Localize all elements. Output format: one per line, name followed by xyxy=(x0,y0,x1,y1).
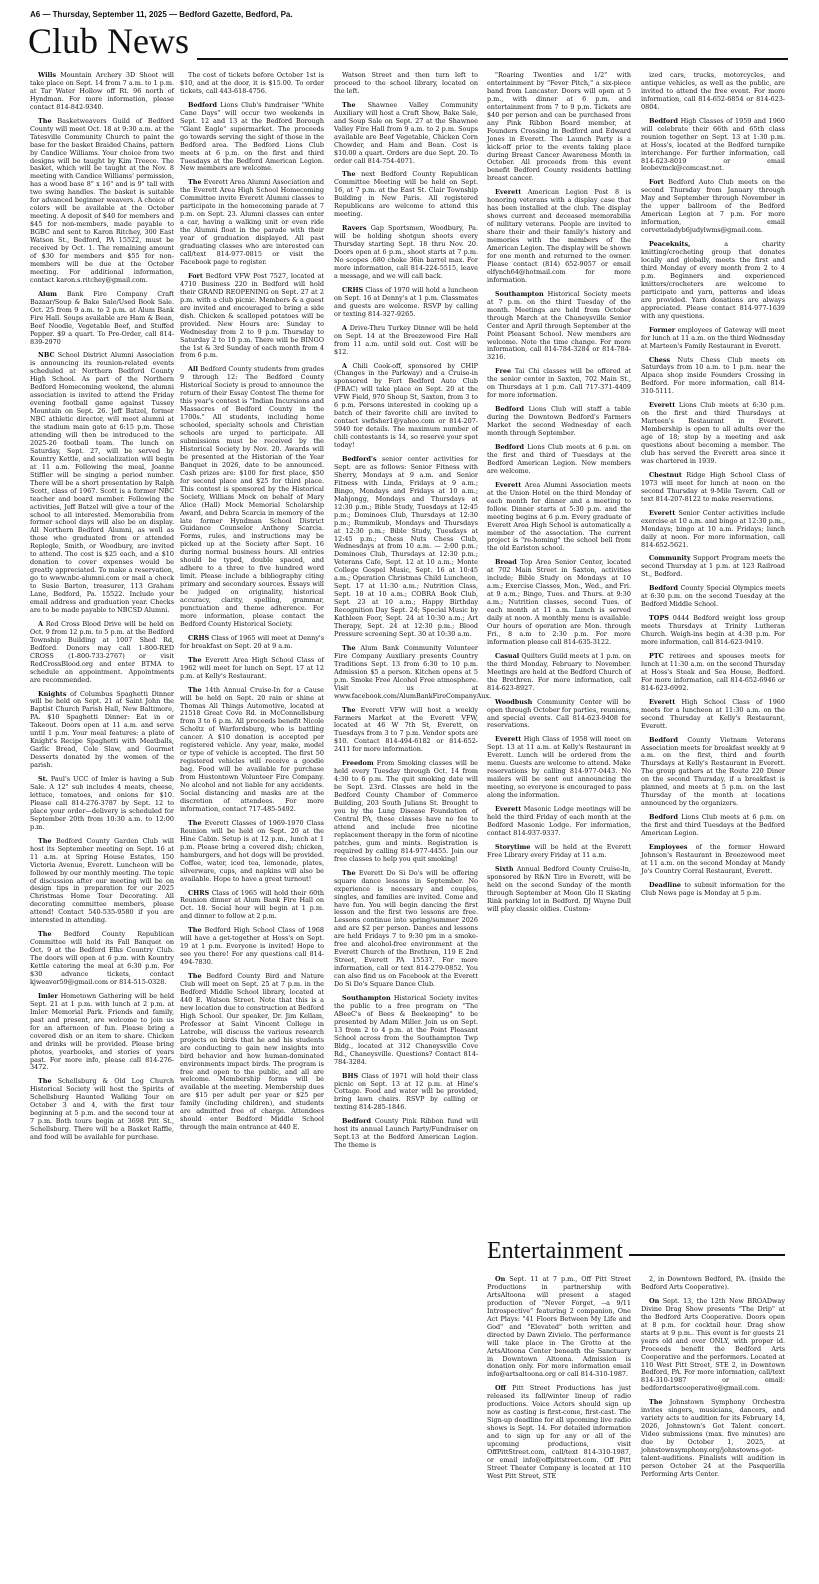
item-body: Area Alumni Association meets at the Union Hotel on the third Monday of each month for dinner and a meeting to follow. Dinner starts at 5:30 p.m. and the meeting begins at 6 p.m. Every graduate of Everett Area High School is automatically a member of the association. The current project is "re-homing" the school bell from the old Earlston school. xyxy=(487,480,631,553)
news-item xyxy=(334,870,478,989)
item-body: Bank Fire Company Craft Bazaar/Soup & Bake Sale/Used Book Sale. Oct. 25 from 9 a.m. to 2 p.m. at Alum Bank Fire Hall. Soups available are Ham & Bean, Beef Noodle, Vegetable Beef, and Stuffed Pepper. $9 a quart. To Pre-Order, call 814-839-2970 xyxy=(30,289,174,346)
news-item xyxy=(487,1276,631,1379)
item-body: Tai Chi classes will be offered at the senior center in Saxton, 702 Main St., on Thursdays at 1 p.m. Call 717-371-4409 for more information. xyxy=(487,367,631,400)
item-lead: CRHS xyxy=(342,285,364,294)
item-body: employees of Gateway will meet for lunch at 11 a.m. on the third Wednesday at Marteen's Family Restaurant in Everett. xyxy=(641,325,785,350)
item-body: of Columbus Spaghetti Dinner will be held on Sept. 21 at Saint John the Baptist Church Parish Hall, New Baltimore, PA. $10 Spaghetti Dinner: Eat in or Takeout. Doors open at 11 a.m. and serve until 1 p.m. Your meal features: a plate of Knight's Recipe Spaghetti with Meatballs, Garlic Bread, Cole Slaw, and Gourmet Desserts donated by the women of the parish. xyxy=(30,689,174,770)
item-body: Sept. 11 at 7 p.m., Off Pitt Street Productions in partnership with ArtsAltoona will present a staged production of "Never Forget, --a 9/11 Introspective" featuring 2 companion, One Act Plays: "41 Floors Between My Life and God" and "Elevated" both written and directed by Dawn Zivielo. The performance will take place in The Grotto at the ArtsAltoona Center beneath the Sanctuary in Downtown Altoona. Admission is donation only. For more information email info@artsaltoona.org or call 814-310-1987. xyxy=(487,1275,631,1379)
item-lead: The xyxy=(188,685,202,694)
item-body: The cost of tickets before October 1st is $10, and at the door, it is $15.00. To order tickets, call 443-618-4756. xyxy=(180,71,324,95)
item-body: Sept. 13, the 12th New BROADway Divine Drag Show presents "The Drip" at the Bedford Arts Cooperative. Doors open at 8 p.m. for cocktail hour. Drag show starts at 9 p.m.. This event is for guests 21 years old and over ONLY, with proper id. Proceeds benefit the Bedford Arts Cooperative and the performers. Located at 110 West Pitt Street, STE 2, in Downtown Bedford, PA. For more information, call/text 814-310-1987 or email: bedfordartscooperative@gmail.com. xyxy=(641,1296,785,1393)
column-4 xyxy=(487,72,631,1112)
news-item xyxy=(180,273,324,360)
item-body: High Class of 1958 will meet on Sept. 13 at 11 a.m. at Kelly's Restaurant in Everett. Lunch will be ordered from the menu. Guests are welcome to attend. Make reservations by calling 814-977-0443. No mailers will be sent out announcing the meeting, so everyone is encouraged to pass along the information. xyxy=(487,735,631,800)
news-item xyxy=(334,72,478,96)
item-body: Senior Center activities include exercise at 10 a.m. and bingo at 12:30 p.m., Mondays; bingo at 10 a.m. Fridays; lunch daily at noon. For more information, call 814-652-5621. xyxy=(641,508,785,549)
item-body: School District Alumni Association is announcing its reunion-related events scheduled at Northern Bedford County High School. As part of the Northern Bedford Homecoming weekend, the alumni association is invited to attend the Friday evening football game against Tussey Mountain on Sept. 26. Jeff Batzel, former NBC athletic director, will meet alumni at the stadium main gate at 6:15 p.m. Those attending will then be introduced to the 2025-26 football team. The lunch on Saturday, Sept. 27, will be served by Kountry Kettle, and socialization will begin at 11 a.m. Following the meal, Joanne Stiffler will be singing a period number. There will be a short presentation by Ralph Scott, class of 1967. Scott is a former NBC teacher and board member. Following the activities, Jeff Batzel will give a tour of the school to all interested. Memorabilia from former school days will also be on display. All Northern Bedford Alumni, as well as those who graduated from or attended Replogle, Smith, or Woodbury, are invited to attend. The cost is $25 each, and a $10 donation to cover expenses would be greatly appreciated. To make a reservation, go to www.nbc-alumni.com or mail a check to Susie Barton, treasurer, 113 Graham Lane, Bedford, Pa. 15522. Include your email address and graduation year. Checks are to be made payable to NBCSD Alumni. xyxy=(30,351,174,614)
entertainment-column-2 xyxy=(641,1276,785,1568)
item-lead: Bedford xyxy=(649,116,678,125)
item-body: will be held at the Everett Free Library every Friday at 11 a.m. xyxy=(487,842,631,859)
news-item xyxy=(641,357,785,397)
news-item xyxy=(487,406,631,438)
news-item xyxy=(334,643,492,701)
item-lead: Everett xyxy=(649,508,676,517)
news-item xyxy=(487,189,631,284)
item-lead: Bedford xyxy=(342,1117,371,1126)
news-item xyxy=(334,363,478,450)
news-item xyxy=(180,72,324,96)
news-item xyxy=(641,814,785,838)
item-lead: The xyxy=(649,1398,663,1407)
item-body: Alum Bank Community Volunteer Fire Company Auxiliary presents Country Traditions Sept. 13 from 6:30 to 10 p.m. Admission $5 a person. Kitchen opens at 5 p.m. Smoke Free Alcohol Free atmosphere. Visit us at www.facebook.com/AlumBankFireCompanyAux. xyxy=(334,643,492,700)
news-item xyxy=(641,737,785,809)
item-body: Historical Society meets at 7 p.m. on the third Tuesday of the month. Meetings are held from October through March at the Chaneysville Senior Center and April through September at the Point Pleasant School. New members are welcome. Note the time change. For more information, call 814-784-3284 or 814-784-3216. xyxy=(487,289,631,362)
item-lead: On xyxy=(495,1275,506,1283)
news-item xyxy=(180,102,324,174)
item-lead: Everett xyxy=(495,805,522,814)
item-lead: Deadline xyxy=(649,880,682,889)
news-item xyxy=(180,973,324,1132)
item-body: Everett VFW will host a weekly Farmers Market at the Everett VFW, located at 46 W 7th St, Everett, on Tuesdays from 3 to 7 p.m. Vendor spots are $10. Contact 814-494-6182 or 814-652-2411 for more information. xyxy=(334,705,478,754)
column-3 xyxy=(334,71,492,1557)
item-body: Bedford County Bird and Nature Club will meet on Sept. 25 at 7 p.m. in the Bedford Middle School library, located at 440 E. Watson Street. Note that this is a new location due to construction at Bedford High School. Our speaker, Dr. Jim Kellam, Professor at Saint Vincent College in Latrobe, will discuss the various research projects on birds that he and his students are conducting to gain new insights into bird behavior and how human-dominated environments impact birds. The program is free and open to the public, and all are welcome. Membership forms will be available at the meeting. Membership dues are $15 per adult per year or $25 per family (including children), and students are admitted free of charge. Attendees should enter Bedford Middle School through the main entrance at 440 E. xyxy=(180,972,324,1132)
item-body: retirees and spouses meets for lunch at 11:30 a.m. on the second Thursday at Hoss's Steak and Sea House, Bedford. For more information, call 814-652-6946 or 814-623-6992. xyxy=(641,652,785,692)
news-item xyxy=(641,327,785,351)
item-lead: Southampton xyxy=(342,993,391,1002)
item-lead: Free xyxy=(495,367,512,376)
item-lead: The xyxy=(342,643,356,652)
item-lead: A xyxy=(342,361,347,370)
item-lead: Chess xyxy=(649,355,671,364)
item-lead: The xyxy=(342,170,356,179)
item-body: Paul's UCC of Imler is having a Sub Sale. A 12" sub includes 4 meats, cheese, lettuce, tomatoes, and onions for $10. Please call 814-276-3787 by Sept. 12 to place your order—delivery is scheduled for September 20th from 10:30 a.m. to 12:00 p.m. xyxy=(30,775,174,831)
news-item xyxy=(334,287,478,319)
item-body: County Special Olympics meets at 6:30 p.m. on the second Tuesday at the Bedford Middle School. xyxy=(641,584,785,609)
item-body: Chili Cook-off, sponsored by CHIP (Changes in the Parkway) and a Cruise-in sponsored by Fort Bedford Auto Club (FBAC) will take place on Sept. 20 at the VFW Field, 970 Shoup St, Saxton, from 3 to 6 p.m. Persons interested in cooking up a batch of their favorite chili are invited to contact swfisher1@yahoo.com or 814-207-5940 for details. The maximum number of chili contestants is 14, so reserve your spot today! xyxy=(334,361,478,450)
news-item xyxy=(180,890,324,922)
item-lead: PTC xyxy=(649,652,664,660)
item-lead: Fort xyxy=(649,178,664,187)
item-lead: The xyxy=(342,100,356,109)
club-news-header xyxy=(28,20,788,66)
news-item xyxy=(487,444,631,476)
news-item xyxy=(487,72,631,183)
item-lead: The xyxy=(188,818,202,827)
news-item xyxy=(641,882,785,898)
item-body: 2, in Downtown Bedford, PA. (Inside the Bedford Arts Cooperative). xyxy=(641,1275,785,1291)
news-item xyxy=(334,325,478,357)
news-item xyxy=(334,102,478,166)
item-lead: Ravers xyxy=(342,224,367,233)
item-body: Class of 1970 will hold a luncheon on Sept. 16 at Denny's at 1 p.m. Classmates and guests are welcome. RSVP by calling or texting 814-327-9265. xyxy=(334,285,478,318)
item-body: 0444 Bedford weight loss group meets Thursdays at Trinity Lutheran Church. Weigh-ins begin at 4:30 p.m. For more information, call 814-623-9419. xyxy=(641,614,785,647)
entertainment-column-1 xyxy=(487,1276,631,1568)
news-item xyxy=(30,691,174,771)
item-body: Class of 1971 will hold their class picnic on Sept. 13 at 12 p.m. at Hine's Cottage. Food and water will be provided, bring lawn chairs. RSVP by calling or texting 814-285-1846. xyxy=(334,1071,478,1112)
item-body: Historical Society invites the public to a free program on "The ABeeC's of Bees & Beekeeping" to be presented by Adam Miller. Join us on Sept. 13 from 2 to 4 p.m. at the Point Pleasant School across from the Southampton Twp Bldg., located at 312 Chaneysville Cove Rd., Chaneysville. Questions? Contact 814-784-3284. xyxy=(334,993,478,1066)
news-item xyxy=(641,1276,785,1292)
news-item xyxy=(641,1399,785,1479)
item-body: ized cars, trucks, motorcycles, and antique vehicles, as well as the public, are invited to attend the free event. For more information, call 814-652-6854 or 814-623-0804. xyxy=(641,71,785,111)
item-lead: BHS xyxy=(342,1071,359,1080)
item-body: Masonic Lodge meetings will be held the third Friday of each month at the Bedford Masonic Lodge. For information, contact 814-937-9337. xyxy=(487,805,631,837)
news-item xyxy=(487,806,631,838)
item-body: Community Center will be open through October for parties, reunions, and special events. Call 814-623-9408 for reservations. xyxy=(487,697,631,730)
item-lead: The xyxy=(188,972,202,981)
news-item xyxy=(180,179,324,266)
item-body: Pitt Street Productions has just released its fall/winter lineup of radio productions. Voice Actors should sign up now as casting is first-come, first-cast. The Sign-up deadline for all upcoming live radio shows is Sept. 14. For detailed information and to sign up for any or all of the upcoming productions, visit OffPittStreet.com, call/text 814-310-1987, or email info@offpittstreet.com. Off Pitt Street Theater Company is located at 110 West Pitt Street, STE xyxy=(487,1384,631,1480)
news-item xyxy=(30,352,174,614)
item-body: Basketweavers Guild of Bedford County will meet Oct. 18 at 9:30 a.m. at the Tatesville Community Church to paint the base for the basket Braided Chains, pattern by Candice Williams. Your choice from two designs will be taught by Kim Treece. The basket, which will be taught at the Nov. 8 meeting with Candice Williams' permission, has a wood base 8" x 16" and is 9" tall with two swing handles. The basket is suitable for advanced beginner weavers. A choice of colors will be available at the October meeting. A deposit of $40 for members and $45 for non-members, made payable to BGBC and sent to Karon Ritchey, 300 East Watson St., Bedford, PA 15522, must be received by Oct. 1. The remaining amount of $30 for members and $55 for non-members will be due at the October meeting. For additional information, contact karon.s.ritchey@gmail.com. xyxy=(30,116,174,284)
item-body: senior center activities for Sept. are as follows: Senior Fitness with Sherry, Mondays at 9 a.m. and Senior Fitness with Linda, Fridays at 9 a.m.; Bingo, Mondays and Fridays at 10 a.m.; Mahjongg, Mondays and Thursdays at 12:30 p.m.; Bible Study, Tuesdays at 12:45 p.m.; Dominoes Club, Thursdays at 12:30 p.m.; Rummikub, Mondays and Thursdays at 12:30 p.m.; Bible Study, Tuesdays at 12:45 p.m.; Chess Nuts Chess Club, Wednesdays at from 10 a.m. — 2:00 p.m.; Dominoes Club, Thursdays at 12:30 p.m.; Veterans Cafe, Sept. 12 at 10 a.m.; Monte College Gospel Music, Sept. 16 at 10:45 a.m.; Operation Christmas Child Luncheon, Sept. 17 at 11:30 a.m.; Nutrition Class, Sept. 18 at 10 a.m.; COBRA Book Club, Sept. 23 at 10 a.m.; Happy Birthday Recognition Day Sept. 24; Special Music by Kathleen Foor, Sept. 24 at 10:30 a.m.; Art Therapy, Sept. 24 at 12:30 p.m.; Blood Pressure screening Sept. 30 at 10:30 a.m. xyxy=(334,454,478,638)
news-item xyxy=(180,657,324,681)
item-body: Quilters Guild meets at 1 p.m. on the third Monday, February to November. Meetings are held at the Bedford Church of the Brethren. For more information, call 814-623-8927. xyxy=(487,651,631,692)
item-lead: Peaceknits, xyxy=(649,240,691,249)
item-body: County Vietnam Veterans Association meets for breakfast weekly at 9 a.m. on the first, third and fourth Thursdays at Kelly's Restaurant in Everett. The group gathers at the Route 220 Diner on the second Thursday, if a breakfast is planned, and meets at 5 p.m. on the last Thursday of the month at locations announced by the organizers. xyxy=(641,735,785,808)
item-body: High School Class of 1960 meets for a luncheon at 11:30 a.m. on the second Thursday at Kelly's Restaurant, Everett. xyxy=(641,697,785,730)
item-body: Johnstown Symphony Orchestra invites singers, musicians, dancers, and variety acts to audition for its February 14, 2026, Johnstown's Got Talent concert. Video submissions (max. five minutes) are due by October 1, 2025, at johnstownsymphony.org/johnstowns-got-talent-auditions. Finalists will audition in person October 24 at the Pasquerilla Performing Arts Center. xyxy=(641,1398,785,1478)
item-lead: A xyxy=(342,323,347,332)
item-body: to submit information for the Club News page is Monday at 5 p.m. xyxy=(641,880,785,897)
item-lead: Woodbush xyxy=(495,697,533,706)
item-body: County Pink Ribbon fund will host its annual Launch Party/Fundraiser on Sept.13 at the Bedford American Legion. The theme is xyxy=(334,1117,478,1150)
news-item xyxy=(487,482,631,554)
news-item xyxy=(30,993,174,1073)
news-item xyxy=(641,585,785,609)
news-item xyxy=(334,225,478,281)
item-body: Bedford County Garden Club will host its September meeting on Sept. 16 at 11 a.m. at Spring House Estates, 150 Victoria Avenue, Everett. Luncheon will be followed by our monthly meeting. The topic of discussion after our meeting will be on design tips in preparation for our 2025 Christmas Home Tour Decorating. All decorating committee members, please attend! Contact 540-535-9580 if you are interested in attending. xyxy=(30,836,174,925)
news-item xyxy=(641,555,785,579)
item-lead: The xyxy=(188,926,202,935)
news-item xyxy=(334,707,478,755)
item-body: Lions Club meets at 6 p.m. on the first and third Tuesdays at the Bedford American Legion. xyxy=(641,813,785,838)
news-item xyxy=(487,559,631,646)
item-body: Class of 1965 will hold their 60th Reunion dinner at Alum Bank Fire Hall on Oct. 18. Social hour will begin at 1 p.m. and dinner to follow at 2 p.m. xyxy=(180,888,324,921)
news-item xyxy=(30,118,174,285)
news-item xyxy=(180,366,324,628)
item-body: Hometown Gathering will be held Sept. 21 at 1 p.m. with lunch at 2 p.m. at Imler Memorial Park. Friends and family, past and present, are welcome to join us for an afternoon of fun. Please bring a covered dish or an item to share. Chicken and drinks will be provided. Please bring photos, yearbooks, and stories of years past. For more info, please call 814-276-3472. xyxy=(30,991,174,1072)
item-body: Nuts Chess Club meets on Saturdays from 10 a.m. to 1 p.m. near the Alpaca shop inside Founders Crossing in Bedford. For more information, call 814-310-5111. xyxy=(641,355,785,396)
item-lead: Southampton xyxy=(495,289,544,298)
item-lead: Bedford xyxy=(495,442,524,451)
news-item xyxy=(487,291,631,363)
item-body: Shawnee Valley Community Auxiliary will host a Craft Show, Bake Sale, and Soup Sale on Sept. 27 at the Shawnee Valley Fire Hall from 9 a.m. to 2 p.m. Soups available are Beef Vegetable, Chicken Corn Chowder, and Ham and Bean. Cost is $10.00 a quart. Orders are due Sept. 20. To order call 814-754-4071. xyxy=(334,100,478,165)
item-lead: Casual xyxy=(495,651,520,660)
item-body: Bedford High School Class of 1968 will have a get-together at Hoss's on Sept. 19 at 1 p.m. Everyone is invited! Hope to see you there! For any questions call 814-494-7830. xyxy=(180,926,324,967)
item-lead: The xyxy=(38,836,52,845)
news-item xyxy=(641,72,785,112)
item-body: of the former Howard Johnson's Restaurant in Breezewood meet at 11 a.m. on the second Monday at Mandy Jo's Country Corral Restaurant, Everett. xyxy=(641,843,785,875)
news-item xyxy=(30,291,174,347)
column-1 xyxy=(30,72,174,1557)
news-item xyxy=(334,456,478,639)
item-body: Bedford VFW Post 7527, located at 4710 Business 220 in Bedford will hold their GRAND REOPENING on Sept. 27 at 2 p.m. with a club picnic. Members & a guest are invited and encouraged to bring a side dish. Chicken & scalloped potatoes will be provided. New Hours are: Sunday to Wednesday from 2 to 9 p.m. Thursday to Saturday 2 to 10 p.m. There will be BINGO the 1st & 3rd Sunday of each month from 4 from 6 p.m. xyxy=(180,271,324,360)
news-item xyxy=(487,1385,631,1480)
item-lead: Bedford xyxy=(649,584,678,593)
news-item xyxy=(641,699,785,731)
item-body: Lions Club will staff a table during the Downtown Bedford's Farmers Market the second Wednesday of each month through September. xyxy=(487,405,631,438)
item-body: Annual Bedford County Cruise-In, sponsored by R&N Tire in Everett, will be held on the second Sunday of the month through September at Moon Glo II Skating Rink parking lot in Bedford. DJ Wayne Dull will play classic oldies. Custom- xyxy=(487,864,631,913)
item-lead: The xyxy=(38,116,52,125)
item-lead: All xyxy=(188,365,198,374)
news-item xyxy=(30,1078,174,1142)
item-body: Gap Sportsmen, Woodbury, Pa. will be holding shotgun shoots every Thursday starting Sept. 18 thru Nov. 20. Doors open at 6 p.m., shoot starts at 7 p.m. No scopes .680 choke 36in barrel max. For more information, call 814-224-5515, leave a message, and we will call back. xyxy=(334,224,478,280)
item-lead: Community xyxy=(649,554,691,563)
item-lead: Off xyxy=(495,1384,506,1393)
news-item xyxy=(30,838,174,925)
item-body: Bedford County students from grades 9 through 12: The Bedford County Historical Society is proud to announce the return of their Essay Contest The theme for this year's contest is "Indian Incursions and Massacres of Bedford County in the 1700s." All students, including home schooled, specialty schools and Christian schools are urged to participate. All submissions must be received by the Historical Society by Nov. 20. Awards will be presented at the Historian of the Year Banquet in 2026, date to be announced. Cash prizes are: $100 for first place, $50 for second place and $25 for third place. This contest is sponsored by the Historical Society, William Mock on behalf of Mary Alice (Hall) Mock Memorial Scholarship Award, and Debra Scarcia in memory of the late former Hyndman School District Guidance Counselor Anthony Scarcia. Forms, rules, and instructions may be picked up at the Society after Sept. 16 during normal business hours. All entries should be typed, double spaced, and adhere to a three to five hundred word limit. Please include a bibliography citing primary and secondary sources. Essays will be judged on originality, historical accuracy, clarity, spelling, grammar, punctuation and theme adherence. For more information, please contact the Bedford County Historical Society. xyxy=(180,365,324,628)
item-lead: A xyxy=(38,619,43,628)
news-item xyxy=(641,844,785,876)
item-lead: Former xyxy=(649,325,676,334)
item-lead: Fort xyxy=(188,271,203,280)
item-lead: On xyxy=(649,1296,660,1305)
item-body: Bedford Auto Club meets on the second Thursday from January through May and September through November in the upper ballroom of the Bedford American Legion at 7 p.m. For more information, email corvetteladyb6judylwms@gmail.com. xyxy=(641,178,785,235)
news-item xyxy=(180,927,324,967)
item-body: From Smoking classes will be held every Tuesday through Oct. 14 from 4:30 to 6 p.m. The quit smoking date will be Sept. 23rd. Classes are held in the Bedford County Chamber of Commerce Building, 203 South Julians St. Brought to you by the Lung Disease Foundation of Central PA, these classes have no fee to attend and include free nicotine replacement therapy in the form of nicotine patches, gum and mints. Registration is required by calling 814-977-4455. Join our free classes to help you quit smoking! xyxy=(334,759,478,863)
item-lead: Imler xyxy=(38,991,58,1000)
item-body: a charity knitting/crocheting group that donates locally and globally, meets the first and third Monday of every month from 2 to 4 p.m. Beginners and experienced knitters/crocheters are welcome to participate and yarn, patterns and ideas are provided. Yarn donations are always appreciated. Please contact 814-977-1639 with any questions. xyxy=(641,240,785,320)
item-body: Lions Club meets at 6 p.m. on the first and third of Tuesdays at the Bedford American Legion. New members are welcome. xyxy=(487,442,631,475)
item-lead: NBC xyxy=(38,351,55,360)
item-lead: Everett xyxy=(495,188,522,197)
item-body: next Bedford County Republican Committee Meeting will be held on Sept. 16, at 7 p.m. at the East St. Clair Township Building in New Paris. All registered Republicans are welcome to attend this meeting. xyxy=(334,170,478,219)
item-lead: Everett xyxy=(649,401,676,410)
item-lead: Wills xyxy=(38,71,57,79)
item-body: Lions Club meets at 6:30 p.m. on the first and third Thursdays at Marteen's Restaurant in Everett. Membership is open to all adults over the age of 18; stop by a meeting and ask questions about becoming a member. The club has served the Everett area since it was chartered in 1939. xyxy=(641,401,785,465)
news-item xyxy=(487,699,631,731)
news-item xyxy=(30,776,174,832)
item-lead: Alum xyxy=(38,289,57,298)
item-lead: Bedford xyxy=(649,735,678,744)
item-lead: Everett xyxy=(495,735,522,744)
item-body: Everett Classes of 1969-1970 Class Reunion will be held on Sept. 20 at the Hine Cabin. Setup is at 12 p.m., lunch at 1 p.m. Please bring a covered dish; chicken, hamburgers, and hot dogs will be provided. Coffee, water, iced tea, lemonade, plates, silverware, cups, and napkins will also be available. Hope to have a great turnout! xyxy=(180,818,324,883)
news-item xyxy=(180,687,324,814)
item-body: High Classes of 1959 and 1960 will celebrate their 66th and 65th class reunion together on Sept. 13 at 1:30 p.m. at Hoss's, located at the Bedford turnpike interchange. For further information, call 814-623-8019 or email leobevmck@comcast.net. xyxy=(641,116,785,173)
item-lead: TOPS xyxy=(649,614,669,623)
item-lead: Employees xyxy=(649,843,688,852)
news-item xyxy=(487,844,631,860)
item-body: "Roaring Twenties and 1/2" with entertainment by "Fever Pitch," a six-piece band from Lancaster. Doors will open at 5 p.m., with dinner at 6 p.m. and entertainment from 7 to 9 p.m. Tickets are $40 per person and can be purchased from any Pink Ribbon Board member, at Founders Crossing in Bedford and Edward Jones in Everett. The Launch Party is a kick-off prior to the events taking place during Breast Cancer Awareness Month in October. All proceeds from this event benefit Bedford County residents battling breast cancer. xyxy=(487,71,631,183)
item-lead: Bedford xyxy=(649,813,678,822)
news-item xyxy=(641,179,785,235)
item-lead: Freedom xyxy=(342,759,374,768)
news-item xyxy=(487,736,631,800)
item-body: Class of 1965 will meet at Denny's for breakfast on Sept. 20 at 9 a.m. xyxy=(180,633,325,650)
news-item xyxy=(487,653,631,693)
item-lead: Bedford xyxy=(188,100,217,109)
item-body: Everett Area High School Class of 1962 will meet for lunch on Sept. 17 at 12 p.m. at Kelly's Restaurant. xyxy=(180,655,324,680)
news-item xyxy=(641,615,785,647)
item-lead: Chestnut xyxy=(649,470,682,479)
item-lead: Bedford's xyxy=(342,454,377,463)
item-body: Ridge High School Class of 1973 will meet for lunch at noon on the second Thursday at 9-Mile Tavern. Call or text 814-207-8122 to make reservations. xyxy=(641,470,785,503)
news-item xyxy=(641,402,785,466)
news-item xyxy=(334,995,478,1067)
news-item xyxy=(334,1118,478,1150)
item-body: Top Area Senior Center, located at 702 Main Street in Saxton, activities include; Bible Study on Mondays at 10 a.m.; Exercise Classes, Mon., Wed., and Fri. at 9 a.m.; Bingo, Tues. and Thurs. at 9:30 a.m.; Nutrition classes, second Tues. of each month at 11 a.m. Lunch is served daily at noon. A monthly menu is available. Our hours of operation are Mon. through Fri., 8 a.m to 2:30 p.m. For more information please call 814-635-3122. xyxy=(487,558,631,646)
news-item xyxy=(641,118,785,174)
news-item xyxy=(641,1298,785,1393)
item-lead: Bedford xyxy=(495,405,524,414)
news-item xyxy=(30,931,174,987)
item-lead: The xyxy=(188,655,202,664)
news-item xyxy=(334,171,478,219)
news-item xyxy=(487,866,631,914)
news-item xyxy=(487,368,631,400)
entertainment-header xyxy=(487,1236,785,1276)
page-folio: A6 — Thursday, September 11, 2025 — Bedford Gazette, Bedford, Pa. xyxy=(30,10,293,19)
news-item xyxy=(30,621,174,685)
item-lead: Broad xyxy=(495,558,517,567)
item-body: American Legion Post 8 is honoring veterans with a display case that has been installed at the club. The display shows current and deceased memorabilia of military veterans. People are invited to share their and their family's history and memories with the members of the American Legion. The display will be shown for one month and returned to the owner. Please contact (814) 652-9057 or email elfynch64@hotmail.com for more information. xyxy=(487,188,631,284)
news-item xyxy=(641,241,785,321)
item-body: Watson Street and then turn left to proceed to the school library, located on the left. xyxy=(334,71,478,95)
item-lead: Storytime xyxy=(495,842,531,851)
item-lead: The xyxy=(188,178,202,187)
news-item xyxy=(30,72,174,112)
item-lead: The xyxy=(38,930,52,939)
item-lead: Everett xyxy=(495,480,522,489)
news-item xyxy=(334,1073,478,1113)
item-body: Lions Club's fundraiser "White Cane Days" will occur two weekends in Sept. 12 and 13 at the Bedford Borough "Giant Eagle" supermarket. The proceeds go towards serving the sight of those in the Bedford area. The Bedford Lions Club meets at 6 p.m. on the first and third Tuesdays at the Bedford American Legion. New members are welcome. xyxy=(180,100,324,173)
item-body: Support Program meets the second Thursday at 1 p.m. at 123 Railroad St., Bedford. xyxy=(641,554,785,579)
item-lead: Knights xyxy=(38,689,67,698)
item-body: Schellsburg & Old Log Church Historical Society will host the Spirits of Schellsburg Haunted Walking Tour on October 3 and 4, with the first tour beginning at 5 p.m. and the second tour at 7 p.m. Both tours begin at 3698 Pitt St., Schellsburg. There will be a Basket Raffle, and food will be available for purchase. xyxy=(30,1077,174,1142)
section-title: Club News xyxy=(28,20,197,62)
item-body: Everett Area Alumni Association and the Everett Area High School Homecoming Committee invite Everett Alumni classes to participate in the homecoming parade at 7 p.m. on Sept. 23. Alumni classes can enter a car, having a walking unit or even ride the Alumni float in the parade with their year of graduation displayed. All past graduating classes who are interested can call/text 814-977-0815 or visit the Facebook page to register. xyxy=(180,178,324,266)
item-lead: Everett xyxy=(649,697,676,706)
news-item xyxy=(641,653,785,693)
column-5 xyxy=(641,72,785,1112)
news-item xyxy=(180,820,324,884)
item-lead: St. xyxy=(38,775,48,784)
item-body: 14th Annual Cruise-In for a Cause will be held on Sept. 20 rain or shine at Thomas All Things Automotive, located at 21518 Great Cove Rd. in McConnellsburg from 3 to 6 p.m. All proceeds benefit Nicole Scholtz of Warfordsburg, who is battling cancer. A $10 donation is accepted per registered vehicle. Any year, make, model or type of vehicle is accepted. The first 50 registered vehicles will receive a goodie bag. Food will be available for purchase from Hustontown Volunteer Fire Company. No alcohol and not liable for any accidents. Social distancing and masks are at the discretion of attendees. For more information, contact 717-485-5492. xyxy=(180,685,324,813)
item-lead: The xyxy=(342,705,356,714)
item-lead: The xyxy=(38,1077,52,1086)
item-lead: CHRS xyxy=(188,888,210,897)
item-body: Mountain Archery 3D Shoot will take place on Sept. 14 from 7 a.m. to 1 p.m. at Tar Water Hollow off Rt. 96 north of Hyndman. For more information, please contact 814-842-9340. xyxy=(30,71,174,111)
news-item xyxy=(641,510,785,550)
item-body: Drive-Thru Turkey Dinner will be held on Sept. 14 at the Breezewood Fire Hall from 11 a.m. until sold out. Cost will be $12. xyxy=(334,323,478,356)
news-item xyxy=(641,472,785,504)
entertainment-title: Entertainment xyxy=(487,1236,629,1266)
item-body: Everett Do Si Do's will be offering square dance lessons in September. No experience is necessary and couples, singles, and families are invited. Come and have fun. You will begin dancing the first lesson and the first two lessons are free. Lessons continue into spring/summer 2026 and are $2 per person. Dances and lessons are held Fridays 7 to 9:30 pm in a smoke-free and alcohol-free environment at the Everett Church of the Brethren, 119 E 2nd Street, Everett PA 15537. For more information, call or text 814-279-0852. You can also find us on Facebook at the Everett Do Si Do's Square Dance Club. xyxy=(334,868,478,989)
news-item xyxy=(180,635,324,651)
item-body: Bedford County Republican Committee will hold its Fall Banquet on Oct. 9 at the Bedford Elks Country Club. The doors will open at 6 p.m. with Kountry Kettle catering the meal at 6:30 p.m. For $30 advance tickets, contact kjweaver59@gmail.com or 814-515-0328. xyxy=(30,930,174,986)
item-lead: The xyxy=(342,868,356,877)
item-lead: CRHS xyxy=(188,633,210,642)
news-item xyxy=(334,760,478,863)
item-body: Red Cross Blood Drive will be held on Oct. 9 from 12 p.m. to 5 p.m. at the Bedford Township Building at 1007 Shed Rd, Bedford. Donors may call 1-800-RED CROSS (1-800-733-2767) or visit RedCrossBlood.org and enter BTMA to schedule an appointment. Appointments are recommended. xyxy=(30,619,174,684)
column-2 xyxy=(180,72,324,1557)
item-lead: Sixth xyxy=(495,864,514,873)
